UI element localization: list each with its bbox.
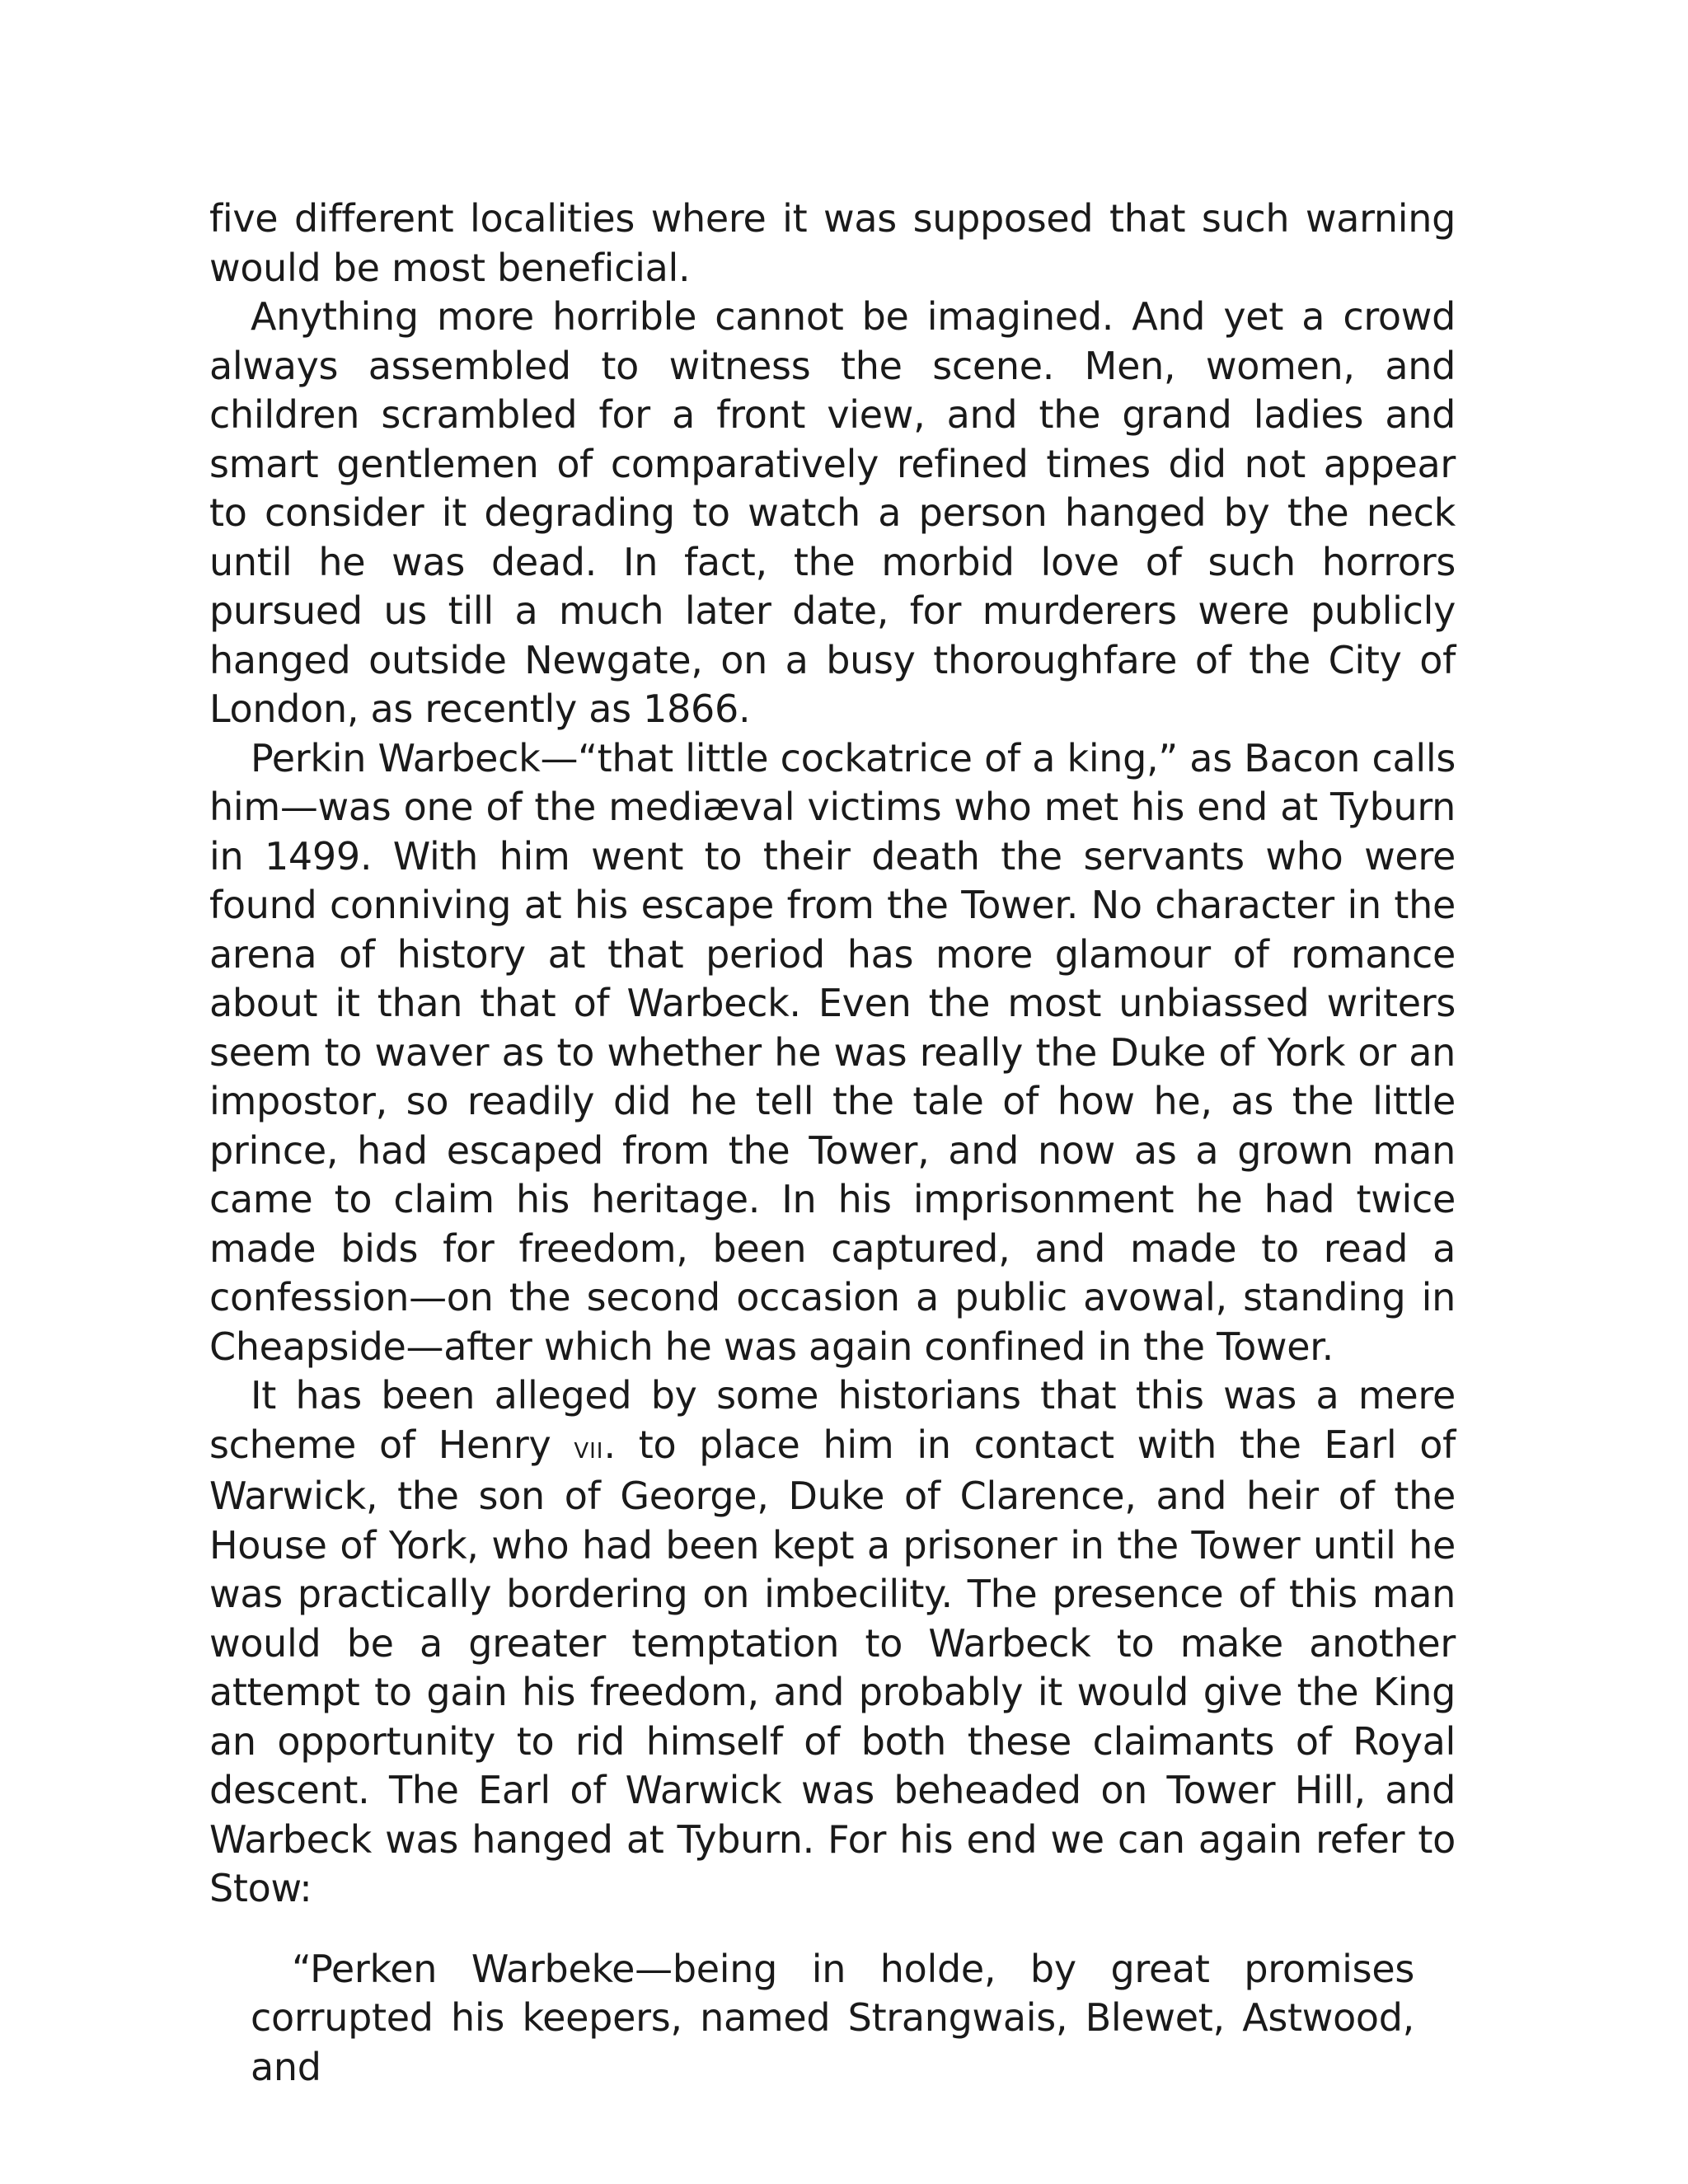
regnal-number: vii	[574, 1428, 604, 1465]
paragraph-continuation: five different localities where it was supposed that such warning would be most beneficial.	[209, 196, 1456, 290]
henry-text-before: It has been alleged by some historians that this was a mere scheme of Henry	[209, 1373, 1456, 1467]
paragraph-crowd: Anything more horrible cannot be imagined. And yet a crowd always assembled to witness the scene. Men, women, and children scrambled for a front view, and the grand ladies and smart gentlemen of comparatively refined times did not appear to consider it degrading to watch a person hanged by the neck until he was dead. In fact, the morbid love of such horrors pursued us till a much later date, for murderers were publicly hanged outside Newgate, on a busy thoroughfare of the City of London, as recently as 1866.	[209, 294, 1456, 731]
henry-text-after: . to place him in contact with the Earl of Warwick, the son of George, Duke of Clarence, and heir of the House of York, who had been kept a prisoner in the Tower until he was practically bordering on imbecility. The presence of this man would be a greater temptation to Warbeck to make another attempt to gain his freedom, and probably it would give the King an opportunity to rid himself of both these claimants of Royal descent. The Earl of Warwick was beheaded on Tower Hill, and Warbeck was hanged at Tyburn. For his end we can again refer to Stow:	[209, 1422, 1456, 1910]
stow-quotation: “Perken Warbeke—being in holde, by great promises corrupted his keepers, named Strangwais, Blewet, Astwood, and	[251, 1946, 1414, 2089]
paragraph-warbeck: Perkin Warbeck—“that little cockatrice of a king,” as Bacon calls him—was one of the mediæval victims who met his end at Tyburn in 1499. With him went to their death the servants who were found conniving at his escape from the Tower. No character in the arena of history at that period has more glamour of romance about it than that of Warbeck. Even the most unbiassed writers seem to waver as to whether he was really the Duke of York or an impostor, so readily did he tell the tale of how he, as the little prince, had escaped from the Tower, and now as a grown man came to claim his heritage. In his imprisonment he had twice made bids for freedom, been captured, and made to read a confession—on the second occasion a public avowal, standing in Cheapside—after which he was again confined in the Tower.	[209, 735, 1456, 1369]
page-body	[209, 194, 1456, 2092]
paragraph-henry-vii	[209, 1371, 1456, 1914]
